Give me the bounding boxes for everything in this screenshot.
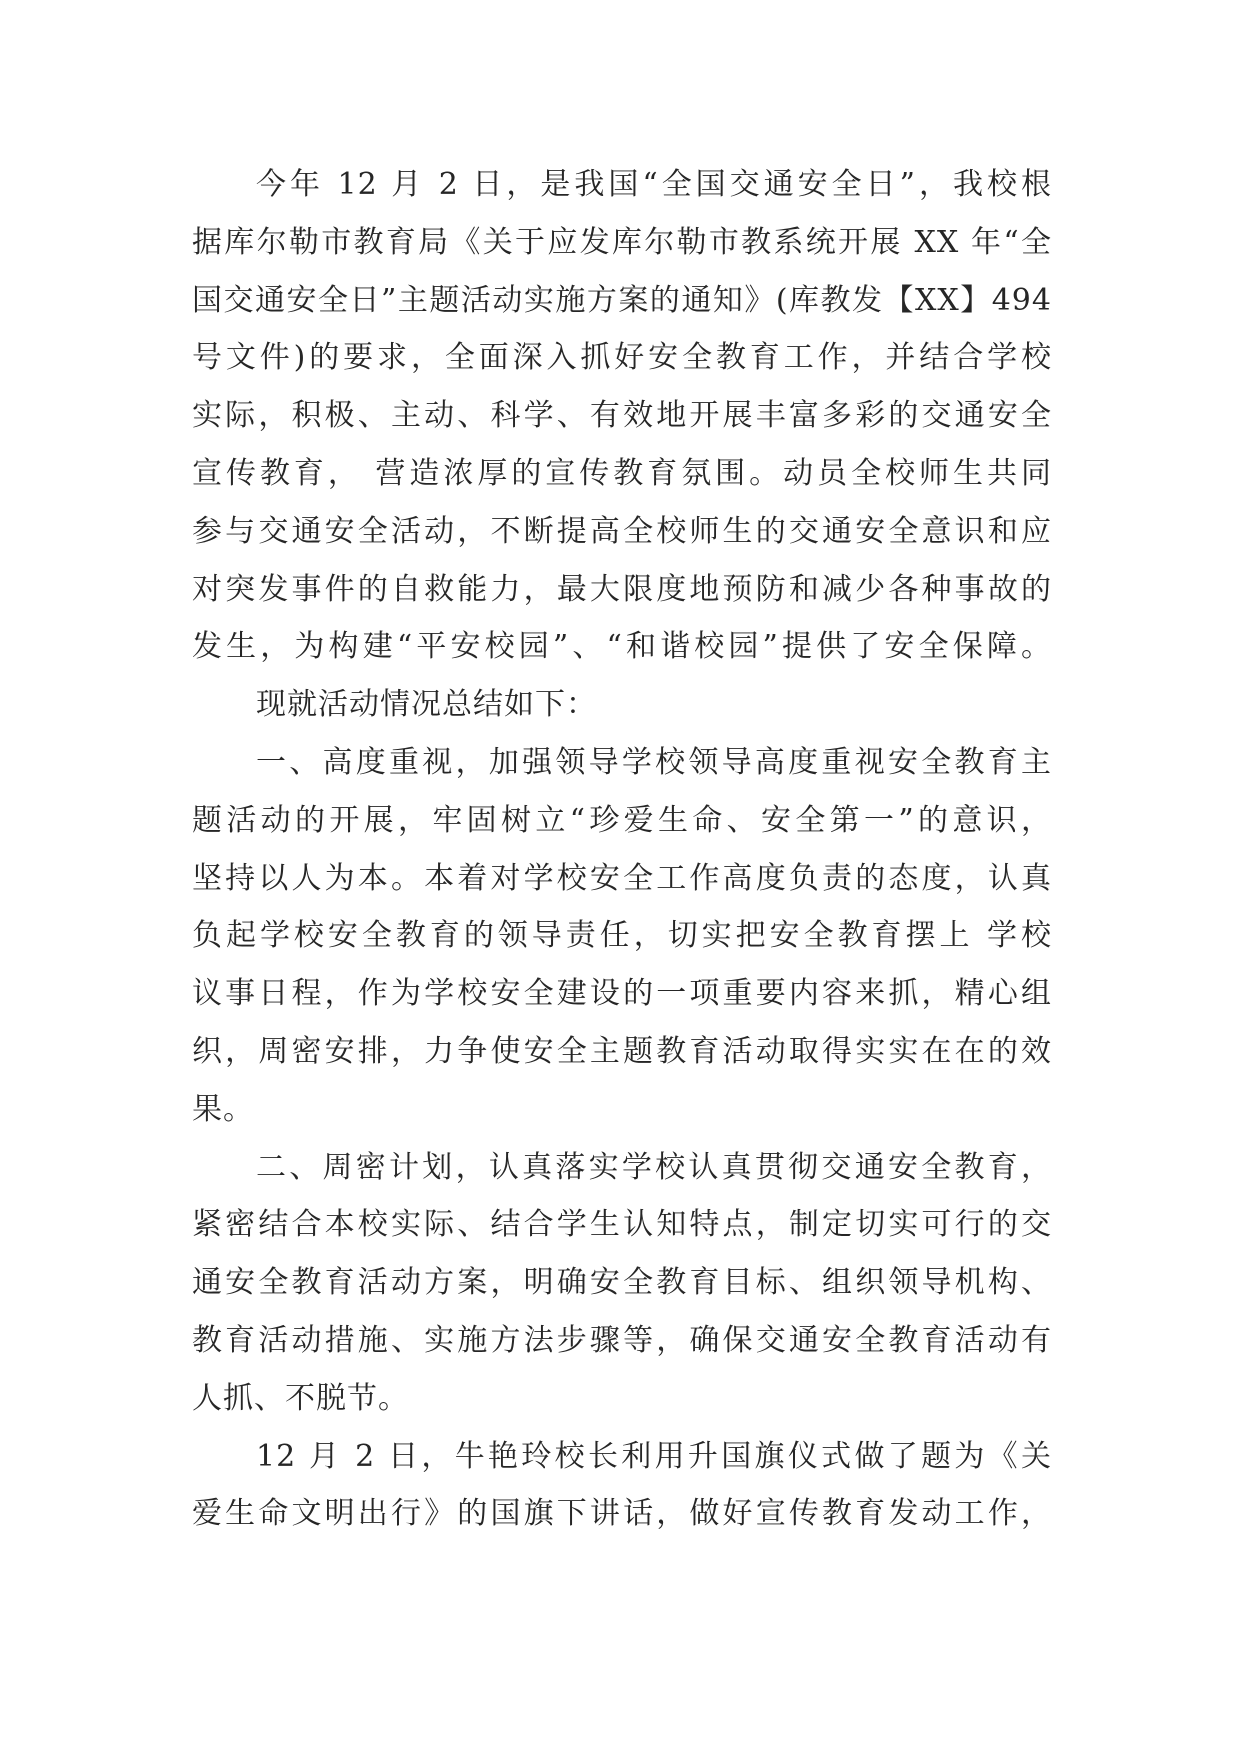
text-line: 二、周密计划，认真落实学校认真贯彻交通安全教育， (256, 1149, 1052, 1185)
text-line: 今年 12 月 2 日，是我国“全国交通安全日”，我校根 (256, 167, 1052, 202)
text-line: 一、高度重视，加强领导学校领导高度重视安全教育主 (256, 744, 1052, 780)
text-line: 坚持以人为本。本着对学校安全工作高度负责的态度，认真 (192, 860, 1052, 896)
text-line: 国交通安全日”主题活动实施方案的通知》(库教发【XX】494 (192, 282, 1052, 318)
text-line: 对突发事件的自救能力，最大限度地预防和减少各种事故的 (192, 571, 1052, 607)
text-line: 宣传教育， 营造浓厚的宣传教育氛围。动员全校师生共同 (192, 455, 1052, 491)
text-line: 果。 (192, 1091, 254, 1127)
text-line: 号文件)的要求，全面深入抓好安全教育工作，并结合学校 (192, 340, 1052, 376)
text-line: 通安全教育活动方案，明确安全教育目标、组织领导机构、 (192, 1265, 1052, 1301)
text-line: 实际，积极、主动、科学、有效地开展丰富多彩的交通安全 (192, 398, 1052, 434)
text-line: 教育活动措施、实施方法步骤等，确保交通安全教育活动有 (192, 1322, 1052, 1358)
text-line: 题活动的开展，牢固树立“珍爱生命、安全第一”的意识， (192, 802, 1052, 838)
text-line: 12 月 2 日，牛艳玲校长利用升国旗仪式做了题为《关 (256, 1438, 1052, 1474)
text-line: 紧密结合本校实际、结合学生认知特点，制定切实可行的交 (192, 1207, 1052, 1243)
text-line: 发生，为构建“平安校园”、“和谐校园”提供了安全保障。 (192, 629, 1052, 665)
body-text (192, 156, 1052, 1543)
text-line: 参与交通安全活动，不断提高全校师生的交通安全意识和应 (192, 513, 1052, 549)
text-line: 现就活动情况总结如下： (256, 687, 597, 723)
text-line: 人抓、不脱节。 (192, 1380, 409, 1416)
text-line: 负起学校安全教育的领导责任，切实把安全教育摆上 学校 (192, 918, 1052, 954)
text-line: 织，周密安排，力争使安全主题教育活动取得实实在在的效 (192, 1033, 1052, 1069)
text-line: 爱生命文明出行》的国旗下讲话，做好宣传教育发动工作， (192, 1496, 1052, 1532)
text-line: 据库尔勒市教育局《关于应发库尔勒市教系统开展 XX 年“全 (192, 224, 1052, 260)
text-line: 议事日程，作为学校安全建设的一项重要内容来抓，精心组 (192, 976, 1052, 1012)
